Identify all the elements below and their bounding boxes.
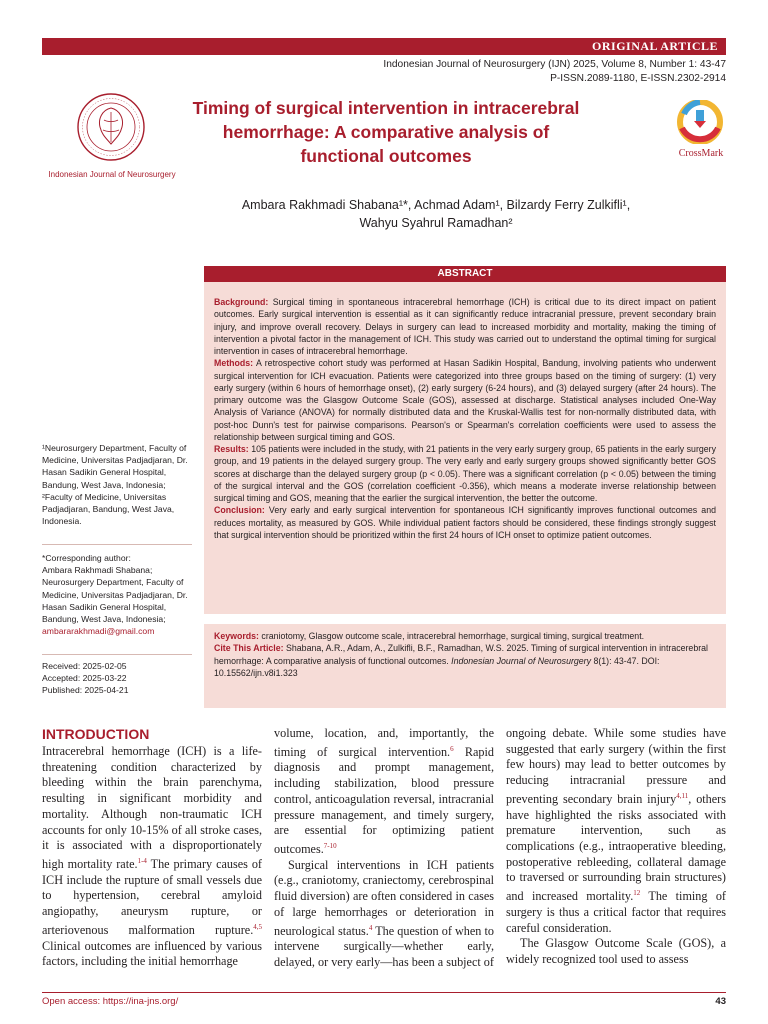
- text: The timing of surgery is thus a critical factor that requires careful consideration.: [506, 889, 726, 935]
- conclusion-label: Conclusion:: [214, 505, 265, 516]
- affiliation-2: ²Faculty of Medicine, Universitas Padjadjaran, Bandung, West Java, Indonesia.: [42, 491, 175, 527]
- issn-line: P-ISSN.2089-1180, E-ISSN.2302-2914: [550, 73, 726, 84]
- intro-paragraph-2: [274, 858, 494, 971]
- article-type-label: ORIGINAL ARTICLE: [592, 39, 718, 53]
- footer-divider: [42, 992, 726, 993]
- published-date: Published: 2025-04-21: [42, 685, 129, 696]
- body-column-3: [506, 726, 726, 968]
- text: Surgical interventions in ICH patients (e.g., craniotomy, craniectomy, cerebrospinal fluid diversion) are often considered in cases of large hemorrhages or deterioration in neurological status.: [274, 857, 494, 938]
- introduction-heading: INTRODUCTION: [42, 726, 150, 742]
- article-type-bar: [42, 38, 726, 55]
- abstract-heading: ABSTRACT: [204, 266, 726, 282]
- text: Intracerebral hemorrhage (ICH) is a life-threatening condition characterized by bleeding within the brain parenchyma, resulting in significant morbidity and mortality. Although non-traumatic ICH accounts for only 10-15% of all stroke cases, it is associated with a disproportionately high mortality rate.: [42, 744, 262, 871]
- authors-line-1: Ambara Rakhmadi Shabana¹*, Achmad Adam¹, Bilzardy Ferry Zulkifli¹,: [241, 198, 631, 212]
- methods-label: Methods:: [214, 358, 254, 369]
- text: The primary causes of ICH include the rupture of small vessels due to hypertension, cerebral amyloid angiopathy, aneurysm rupture, or arteriovenous malformation rupture.: [42, 856, 262, 937]
- keywords-label: Keywords:: [214, 631, 259, 641]
- corresponding-email-link[interactable]: ambararakhmadi@gmail.com: [42, 626, 155, 637]
- citation-ref[interactable]: 1-4: [137, 856, 147, 865]
- journal-logo-caption: Indonesian Journal of Neurosurgery: [48, 170, 176, 179]
- corresponding-text: Ambara Rakhmadi Shabana; Neurosurgery Department, Faculty of Medicine, Universitas Padjadjaran, Dr. Hasan Sadikin General Hospital, Bandung, West Java, Indonesia;: [42, 565, 188, 625]
- corresponding-author: [42, 552, 202, 637]
- text: Rapid diagnosis and prompt management, including stabilization, blood pressure control, anticoagulation reversal, intracranial pressure management, and timely surgery, are essential for optimizing patient outcomes.: [274, 744, 494, 857]
- abstract-box: [204, 282, 726, 614]
- text: Clinical outcomes are influenced by various factors, including the initial hemorrhage: [42, 938, 262, 969]
- divider: [42, 654, 192, 655]
- intro-paragraph-3: The Glasgow Outcome Scale (GOS), a widely recognized tool used to assess: [506, 936, 726, 966]
- intro-paragraph-2-cont: [506, 726, 726, 936]
- article-dates: [42, 660, 202, 697]
- received-date: Received: 2025-02-05: [42, 661, 127, 671]
- keywords-box: [204, 624, 726, 708]
- citation-ref[interactable]: 4: [368, 923, 373, 932]
- citation-ref[interactable]: 6: [450, 744, 454, 753]
- journal-meta: [383, 58, 726, 86]
- journal-citation-line: Indonesian Journal of Neurosurgery (IJN) 2025, Volume 8, Number 1: 43-47: [383, 59, 726, 70]
- conclusion-text: Very early and early surgical intervention for spontaneous ICH significantly improves functional outcomes and reduces mortality, as measured by GOS. While individual patient factors should be considered, these findings strongly suggest that surgical intervention should be prioritized within the first 24 hours of ICH onset to optimize patient outcomes.: [214, 505, 716, 540]
- corresponding-label: *Corresponding author:: [42, 553, 131, 563]
- background-label: Background:: [214, 297, 269, 307]
- affiliation-1: ¹Neurosurgery Department, Faculty of Medicine, Universitas Padjadjaran, Dr. Hasan Sadikin General Hospital, Bandung, West Java, Indonesia;: [42, 443, 188, 490]
- journal-seal-icon: [76, 92, 146, 162]
- keywords-text: craniotomy, Glasgow outcome scale, intracerebral hemorrhage, surgical timing, surgical treatment.: [258, 631, 645, 641]
- crossmark-icon[interactable]: [674, 100, 726, 144]
- citation-ref[interactable]: 7-10: [323, 841, 337, 850]
- text: , others have highlighted the risks associated with premature intervention, such as complications (e.g., intraoperative bleeding, postoperative rebleeding, collateral damage to traversed or surrounding brain structures) and increased mortality.: [506, 791, 726, 904]
- body-column-1: [42, 744, 262, 970]
- keywords: [214, 630, 716, 642]
- methods-text: A retrospective cohort study was performed at Hasan Sadikin Hospital, Bandung, involving patients who underwent surgical intervention for ICH evacuation. Patients were categorized into three groups based on the timing of surgery: (1) very early surgery (within 6 hours of hemorrhage onset), (2) early surgery (6-24 hours), and (3) delayed surgery (after 24 hours). The primary outcome was the Glasgow Outcome Scale (GOS), assessed at discharge. Statistical analyses included One-Way Analysis of Variance (ANOVA) for normally distributed data and the Kruskal-Wallis test for non-normally distributed data, with post-hoc Dunn's test for pairwise comparisons. Pearson's or Spearman's correlation coefficients were used to assess the relationship between surgical timing and GOS.: [214, 358, 716, 442]
- intro-paragraph-1-cont: [274, 726, 494, 858]
- cite-text: Shabana, A.R., Adam, A., Zulkifli, B.F., Ramadhan, W.S. 2025. Timing of surgical intervention in intracerebral hemorrhage: A comparative analysis of functional outcomes.: [214, 643, 708, 666]
- crossmark-label: CrossMark: [678, 148, 724, 159]
- open-access-link[interactable]: Open access: https://ina-jns.org/: [42, 996, 179, 1007]
- citation-ref[interactable]: 4,11: [676, 791, 689, 800]
- authors-line-2: Wahyu Syahrul Ramadhan²: [359, 216, 513, 230]
- results-text: 105 patients were included in the study, with 21 patients in the very early surgery group, 65 patients in the early surgery group, and 19 patients in the delayed surgery group. The very early and early surgery groups showed significantly better GOS scores at discharge than the delayed surgery group (p < 0.05). There was a significant correlation (p < 0.05) between the timing of the surgical interval and the GOS (correlation coefficient -0.356), which means a moderate inverse relationship between surgical timing and GOS, meaning that the earlier the surgical intervention, the better the outcome.: [214, 444, 716, 503]
- accepted-date: Accepted: 2025-03-22: [42, 673, 127, 684]
- divider: [42, 544, 192, 545]
- abstract-results: [214, 443, 716, 504]
- cite-this-article: [214, 642, 716, 679]
- results-label: Results:: [214, 444, 249, 454]
- citation-ref[interactable]: 4,5: [253, 922, 262, 931]
- page-number: 43: [715, 996, 726, 1007]
- article-title: Timing of surgical intervention in intracerebral hemorrhage: A comparative analysis of functional outcomes: [192, 98, 580, 166]
- abstract-conclusion: [214, 504, 716, 541]
- background-text: Surgical timing in spontaneous intracerebral hemorrhage (ICH) is critical due to its direct impact on patient outcomes. Early surgical intervention is essential as it can significantly reduce intracranial pressure, prevent secondary brain injury, and improve overall recovery. Delays in surgery can lead to increased morbidity and mortality, making the timing of intervention a pivotal factor in the management of ICH. This study was carried out to understand the optimal timing for surgical intervention in cases of intracerebral hemorrhage.: [214, 297, 716, 356]
- cite-journal: Indonesian Journal of Neurosurgery: [451, 655, 592, 666]
- citation-ref[interactable]: 12: [633, 889, 641, 898]
- intro-paragraph-1: [42, 744, 262, 970]
- text: The question of when to intervene surgically—whether early, delayed, or very early—has been a subject of: [274, 923, 494, 970]
- body-column-2: [274, 726, 494, 971]
- author-list: [206, 196, 666, 232]
- text: volume, location, and, importantly, the timing of surgical intervention.: [274, 726, 494, 759]
- abstract-methods: [214, 357, 716, 443]
- text: ongoing debate. While some studies have suggested that early surgery (within the first few hours) may lead to better outcomes by reducing intracranial pressure and preventing secondary brain injury: [506, 726, 726, 806]
- affiliations: [42, 442, 202, 527]
- cite-label: Cite This Article:: [214, 643, 284, 654]
- abstract-background: [214, 296, 716, 357]
- cite-doi[interactable]: 8(1): 43-47. DOI: 10.15562/ijn.v8i1.323: [214, 655, 660, 678]
